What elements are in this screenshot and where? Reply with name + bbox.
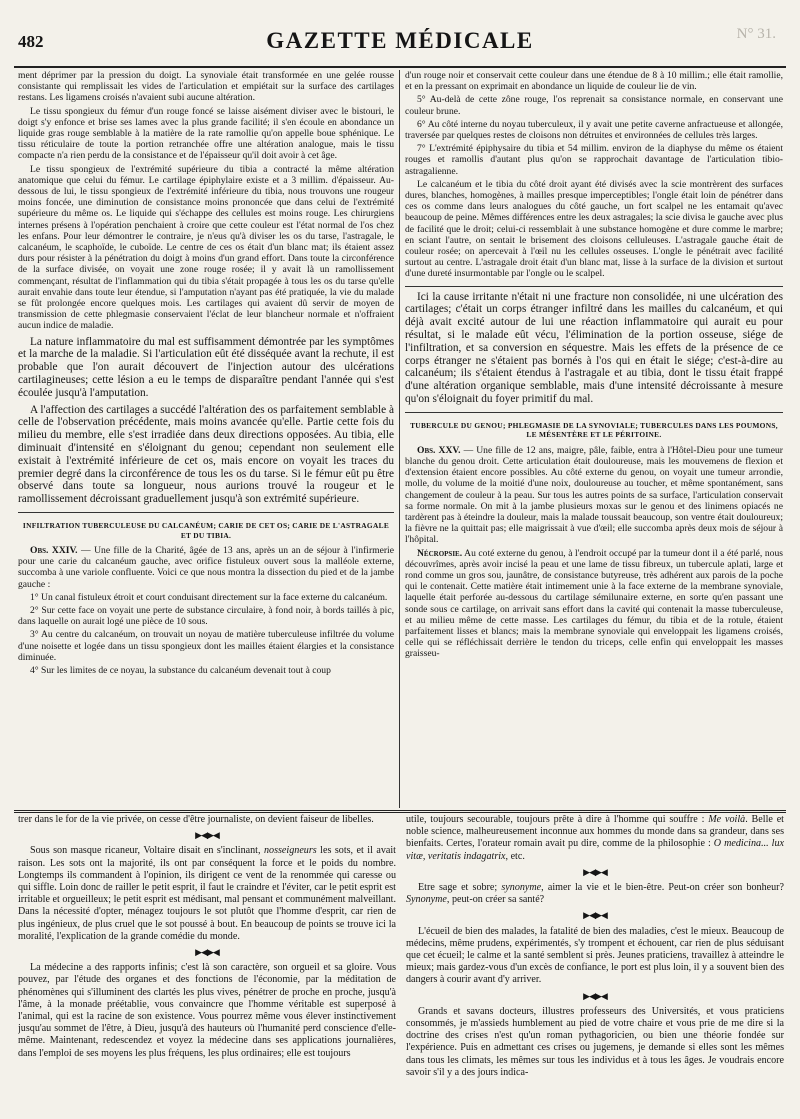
necropsy-label: Nécropsie. xyxy=(417,547,463,559)
observation-paragraph xyxy=(405,445,783,546)
emphasis: Synonyme xyxy=(406,894,447,906)
list-item: 2° Sur cette face on voyait une perte de substance circulaire, à fond noir, à bords taillés à pic, dans laquelle on aurait logé une pièce de 10 sous. xyxy=(18,605,394,628)
observation-label: Obs. XXIV. xyxy=(30,545,78,557)
observation-paragraph xyxy=(18,545,394,590)
paragraph: trer dans le for de la vie privée, on cesse d'être journaliste, on devient faiseur de libelles. xyxy=(18,814,374,825)
section-divider xyxy=(405,412,783,413)
ornament-divider: ▶◀▶◀ xyxy=(195,830,219,841)
page-number: 482 xyxy=(18,32,44,51)
observation-label: Obs. XXV. xyxy=(417,444,461,456)
right-column xyxy=(405,70,783,808)
paragraph: Le calcanéum et le tibia du côté droit ayant été divisés avec la scie montrèrent des surfaces dures, blanches, homogènes, à mailles presque imperceptibles; l'ongle était loin de pénétrer dans ces os comme dans leurs analogues du côté gauche, un fort scalpel ne les entamait qu'avec beaucoup de peine. Mêmes différences entre les deux astragales; la scie divisa le gauche avec plus de facilité que le droit; celui-ci ressemblait à une substance homogène et dure comme le marbre; en sciant l'autre, on sentait le brisement des cloisons celluleuses. L'astragale gauche était de couleur rosée; on apercevait à l'œil nu les cellules osseuses. L'ongle le pénétrait avec facilité surtout au centre. L'astragale droit était d'un blanc mat, lisse à la surface de la division et surtout d'une dureté insurmontable par l'ongle ou le scalpel. xyxy=(405,178,783,280)
ornament-divider: ▶◀▶◀ xyxy=(583,866,607,877)
section-divider xyxy=(18,512,394,513)
list-item: 4° Sur les limites de ce noyau, la substance du calcanéum devenait tout à coup xyxy=(30,665,331,677)
ornament-divider: ▶◀▶◀ xyxy=(583,990,607,1001)
ornament-divider: ▶◀▶◀ xyxy=(583,910,607,921)
journal-title: GAZETTE MÉDICALE xyxy=(266,28,534,53)
section-divider xyxy=(405,286,783,287)
paragraph: La médecine a des rapports infinis; c'est là son caractère, son orgueil et sa gloire. Vous pouvez, par l'étude des organes et des fonctions de l'économie, par la méditation de phénomènes qui s'illuminent des clartés les plus vives, pénétrer de proche en proche, jusqu'à l'âme, à la monade préétablie, vous convaincre que l'homme véritable est superposé à l'animal, qui est la racine de son existence. Vous pourrez même vous élever instinctivement jusqu'au sommet de l'être, à Dieu, jusqu'à des hauteurs où l'humanité perd conscience d'elle-même. Maintenant, redescendez et voyez la médecine dans ses applications journalières, dans l'emploi de ses moyens les plus fréquens, les plus ordinaires; elle est toujours xyxy=(18,962,396,1059)
list-item: 1° Un canal fistuleux étroit et court conduisant directement sur la face externe du calcanéum. xyxy=(30,591,388,603)
feuilleton-left-column xyxy=(18,814,396,1114)
emphasis: nosseigneurs xyxy=(263,845,317,857)
emphasis: O medicina... lux vitæ, veritatis indagatrix xyxy=(406,838,784,862)
paragraph: La nature inflammatoire du mal est suffisamment démontrée par les symptômes et la marche de la maladie. Si l'articulation eût été disséquée avant la rechute, il est probable que l'on aurait découvert de l'injection autour des ulcérations cartilagineuses; cette lésion a eu le temps de disparaître pendant l'année qui s'est écoulée jusqu'à l'amputation. xyxy=(18,335,394,399)
list-item: 7° L'extrémité épiphysaire du tibia et 54 millim. environ de la diaphyse du même os étaient rouges et ramollis d'autant plus qu'on se rapprochait davantage de l'articulation tibio-astragalienne. xyxy=(405,143,783,177)
paragraph: Grands et savans docteurs, illustres professeurs des Universités, et vous praticiens consommés, je m'assieds humblement au pied de votre chaire et vous prie de me dire si la doctrine des crises n'est qu'un roman pythagoricien, ou bien une théorie fondée sur l'expérience. Puis en admettant ces crises ou jugemens, je demande si elles sont les mêmes dans tous les climats, les mêmes sur tous les individus et à tous les âges. Je voudrais encore savoir s'il y a des jours indica- xyxy=(406,1005,784,1078)
paragraph: Le tissu spongieux de l'extrémité supérieure du tibia a contracté la même altération anatomique que celui du fémur. Le cartilage épiphylaire existe et a 3 millim. d'épaisseur. Au-dessous de lui, le tissu spongieux de l'extrémité inférieure du tibia, nous trouvons une rougeur moins foncée, une diminution de consistance moins prononcée que dans celui de l'extrémité supérieure du même os. Le liquide qui s'échappe des cellules est moins rouge. Les chirurgiens internes présens à l'opération penchaient à croire que cette couleur est l'état normal de l'os chez les enfans. Pour leur démontrer le contraire, je n'eus qu'à diviser les os du tarse, l'astragale, le calcanéum, le scaphoïde, le cuboïde. Le centre de ces os était d'un blanc mat; ils étaient assez durs pour résister à la pénétration du doigt à moins d'un grand effort. Dans toute la circonférence de la surface divisée, on voyait une zone rouge rosée; il y avait là un ramollissement commençant, résultat de l'inflammation qui du tibia s'était propagée à tous les os du tarse qu'elle aurait envahie dans toute leur étendue, si l'amputation n'ayant pas été pratiquée, la vie du malade se fût prolongée encore quelques mois. Les cartilages qui avaient dû servir de moyen de transmission de cette phlegmasie conservaient l'éclat de leur blancheur normale et n'offraient aucun indice de maladie. xyxy=(18,163,394,332)
paragraph: Le tissu spongieux du fémur d'un rouge foncé se laisse aisément diviser avec le bistouri, le doigt s'y enfonce et brise ses lames avec la plus grande facilité; il s'en écoule en abondance un liquide gras rouge semblable à la matière de la rate ramollie qu'on appelle boue sphénique. Le tissu réticulaire de toute la portion retranchée offre une altération analogue, mais le tissu compacte n'a rien perdu de la consistance et de l'épaisseur qu'il doit avoir à cet âge. xyxy=(18,105,394,162)
observation-text: — Une fille de la Charité, âgée de 13 ans, après un an de séjour à l'infirmerie pour une carie du calcanéum gauche, avec orifice fistuleux ouvert sous la malléole externe, succomba à une variole confluente. Voici ce que nous montra la dissection du pied et de la jambe gauche : xyxy=(18,545,394,590)
paragraph: Etre sage et sobre; synonyme, aimer la vie et le bien-être. Peut-on créer son bonheur? Synonyme, peut-on créer sa santé? xyxy=(406,882,784,906)
section-heading: TUBERCULE DU GENOU; PHLEGMASIE DE LA SYNOVIALE; TUBERCULES DANS LES POUMONS, LE MÉSENTÈRE ET LE PÉRITOINE. xyxy=(410,420,778,440)
necropsy-paragraph xyxy=(405,548,783,660)
paragraph: L'écueil de bien des malades, la fatalité de bien des maladies, c'est le mieux. Beaucoup de médecins, même prudens, expérimentés, s'y trompent et échouent, car rien de plus séduisant que cet écueil; le calme et la santé semblent si près. Jeunes praticiens, travaillez à atteindre le mieux; mais gardez-vous d'un excès de confiance, le port est plus loin, il y a souvent bien des dangers à courir avant d'y arriver. xyxy=(406,925,784,986)
paragraph: A l'affection des cartilages a succédé l'altération des os parfaitement semblable à celle de l'observation précédente, mais moins avancée qu'elle. Partie cette fois du milieu du membre, elle s'est irradiée dans deux directions opposées. Au tibia, elle diminuait d'intensité en s'éloignant du genou; cependant non seulement elle existait à l'extrémité inférieure de cet os, mais encore on voyait les traces du premier degré dans la circonférence de tous les os du tarse. Si le fémur eût pu être observé dans toute sa longueur, nous aurions trouvé la rougeur et le ramollissement décroissant graduellement jusqu'à son extrémité supérieure. xyxy=(18,403,394,506)
bleed-through-number: N° 31. xyxy=(736,26,776,42)
paragraph: utile, toujours secourable, toujours prête à dire à l'homme qui souffre : Me voilà. Belle et noble science, malheureusement inconnue aux hommes du monde dans sa grandeur, dans ses bienfaits. Certes, l'orateur romain avait pu dire, comme de la philosophie : O medicina... lux vitæ, veritatis indagatrix, etc. xyxy=(406,814,784,862)
header-rule xyxy=(14,66,786,68)
feuilleton-right-column xyxy=(406,814,784,1114)
ornament-divider: ▶◀▶◀ xyxy=(195,947,219,958)
list-item: 3° Au centre du calcanéum, on trouvait un noyau de matière tuberculeuse infiltrée du volume d'une noisette et logée dans un tissu spongieux dont les mailles étaient élargies et la consistance diminuée. xyxy=(18,629,394,663)
paragraph: Ici la cause irritante n'était ni une fracture non consolidée, ni une ulcération des cartilages; c'était un corps étranger infiltré dans les mailles du calcanéum, et qui déjà avait excité autour de lui une réaction inflammatoire qui aurait eu pour résultat, si le malade eût vécu, l'élimination de la portion osseuse, siége de l'infiltration, et sa conversion en séquestre. Mais les effets de la présence de ce corps étranger ne s'étaient pas bornés à l'os qui en était le siége; c'est-à-dire au calcanéum; ils s'étaient étendus à l'astragale et au tibia, dont le tissu était frappé d'une altération organique semblable, mais d'une intensité décroissante à mesure qu'on s'éloignait du foyer primitif du mal. xyxy=(405,290,783,406)
emphasis: synonyme xyxy=(501,882,542,894)
left-column xyxy=(18,70,394,808)
paragraph: Sous son masque ricaneur, Voltaire disait en s'inclinant, nosseigneurs les sots, et il avait raison. Les sots ont la majorité, ils ont par conséquent la force et le poids du nombre. Longtemps ils commandent à l'opinion, ils dirigent ce vent de la renommée qui caresse ou qui siffle. Loin donc de railler le petit esprit, il faut le craindre et l'éviter, car le petit esprit est irritable et orgueilleux; le petit esprit est médisant, mal pensant et communément malveillant. Dans la nécessité d'opter, ménagez toujours le sot plutôt que l'homme d'esprit, car rien de plus ingénieux, de plus cruel que le sot poussé à bout. En beaucoup de points se trouve ici la moralité, l'explication de la grande comédie du monde. xyxy=(18,845,396,942)
feuilleton-rule xyxy=(14,810,786,813)
section-heading: INFILTRATION TUBERCULEUSE DU CALCANÉUM; CARIE DE CET OS; CARIE DE L'ASTRAGALE ET DU TIBIA. xyxy=(22,521,390,540)
page-header xyxy=(14,20,786,66)
emphasis: Me voilà xyxy=(708,814,746,825)
column-rule xyxy=(399,70,400,808)
paragraph: ment déprimer par la pression du doigt. La synoviale était transformée en une gelée rousse consistante qui remplissait les vides de l'articulation et empiétait sur la surface des cartilages restans. Les ligamens croisés n'avaient subi aucune altération. xyxy=(18,70,394,104)
paragraph: d'un rouge noir et conservait cette couleur dans une étendue de 8 à 10 millim.; elle était ramollie, et en la pressant on exprimait en abondance un liquide de couleur lie de vin. xyxy=(405,70,783,93)
necropsy-text: Au coté externe du genou, à l'endroit occupé par la tumeur dont il a été parlé, nous découvrîmes, après avoir incisé la peau et une lame de tissu fibreux, un tubercule aplati, large et rond comme un gros sou, jaunâtre, de consistance butyreuse, très adhérent aux parois de la poche qui le contenait. Cette matière était intimement unie à la face externe de la membrane synoviale, laquelle était perforée au-dessous du cartilage sémilunaire externe, en sorte qu'en passant une sonde sous ce cartilage, on arrivait sans effort dans la cavité qui contenait la masse tuberculeuse, et au milieu même de cette masse. Les cartilages du fémur, du tibia et de la rotule, étaient parfaitement lisses et blancs; mais la membrane synoviale qui enveloppait les ligamens croisés, celle qui se réfléchissait derrière le tendon du triceps, celle enfin qui enveloppait les masses graisseu- xyxy=(405,547,783,660)
observation-text: — Une fille de 12 ans, maigre, pâle, faible, entra à l'Hôtel-Dieu pour une tumeur blanche du genou droit. Cette articulation était douloureuse, mais les mouvemens de flexion et d'extension étaient encore possibles. Au côté externe du genou, on voyait une tumeur arrondie, molle, du volume de la moitié d'une noix, douloureuse au toucher, et même spontanément, sans changement de couleur à la peau. Sur tous les autres points de sa surface, l'articulation conservait sa forme normale. On mit à la jambe plusieurs moxas sur le genou et des linimens opiacés ne tardèrent pas à éteindre la douleur, mais la malade toussait beaucoup, son ventre était douloureux; la fièvre ne la quittait pas; elle maigrissait à vue d'œil; elle succomba après deux mois de séjour à l'hôpital. xyxy=(405,444,783,546)
list-item: 5° Au-delà de cette zône rouge, l'os reprenait sa consistance normale, en conservant une couleur brune. xyxy=(405,94,783,117)
list-item: 6° Au côté interne du noyau tuberculeux, il y avait une petite caverne anfractueuse et allongée, traversée par quelques restes de cloisons non détruites et environnées de cellules très larges. xyxy=(405,118,783,142)
